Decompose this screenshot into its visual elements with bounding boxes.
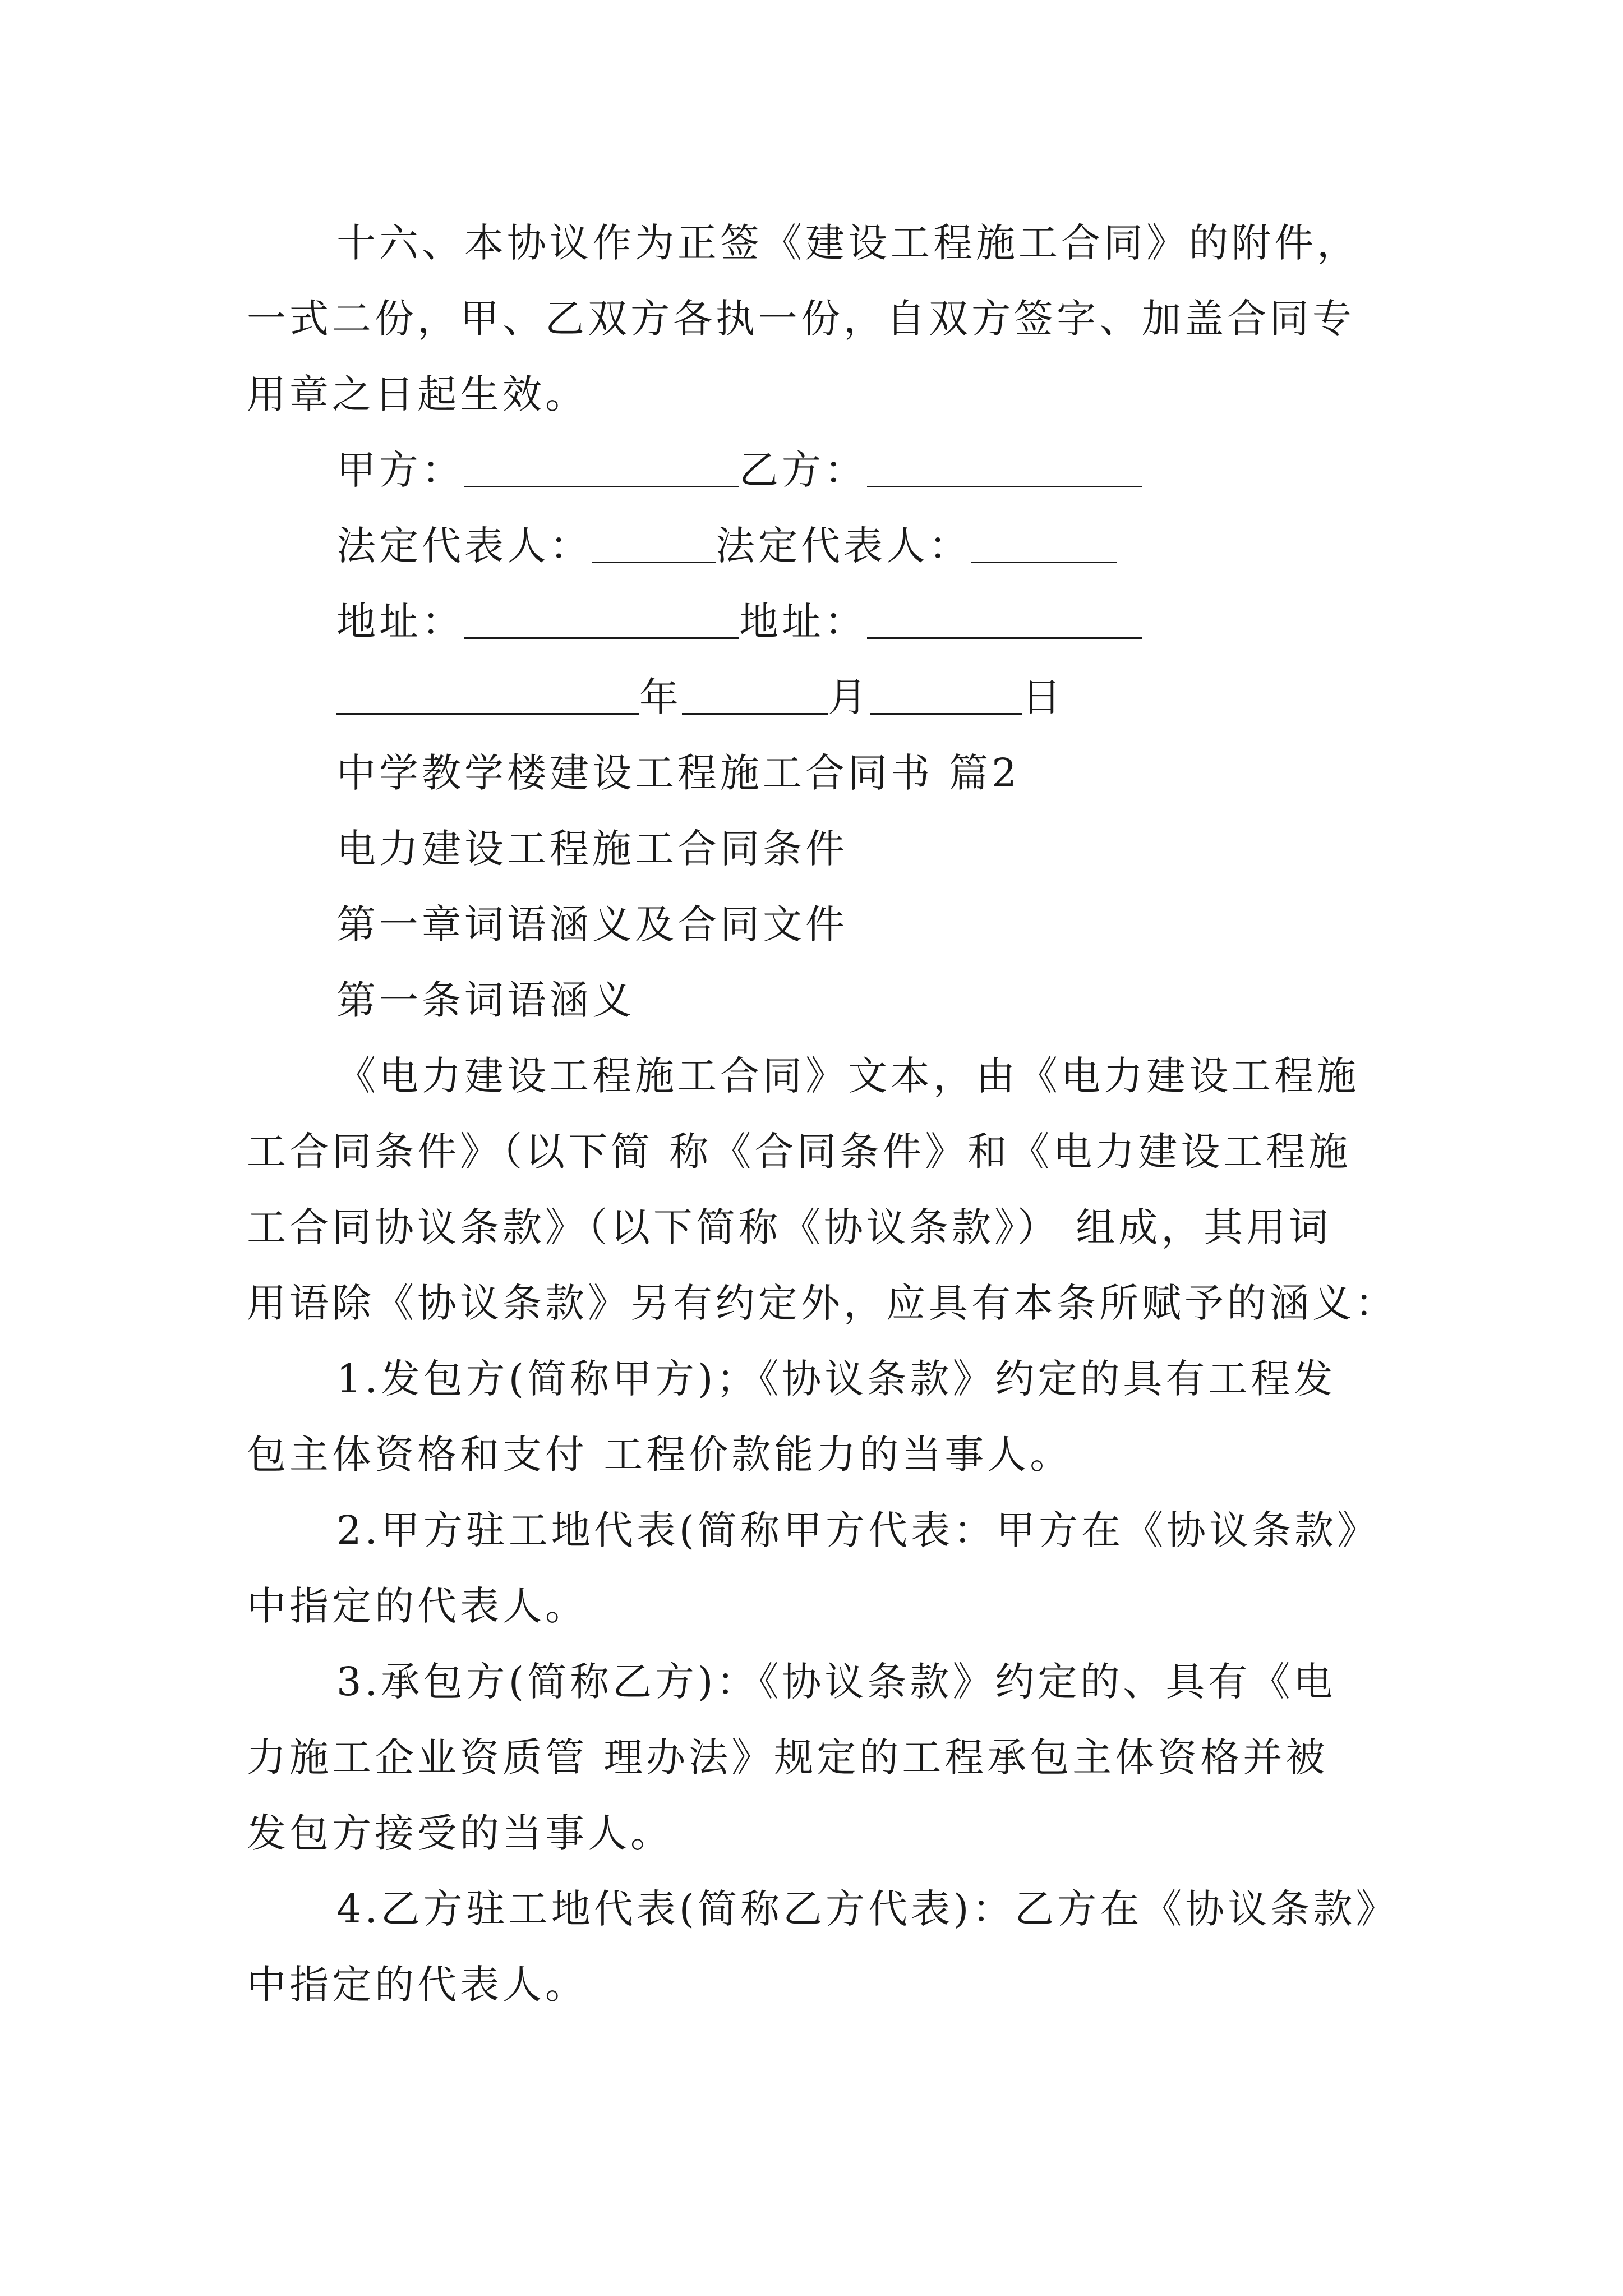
year-label: 年 [639,674,682,720]
section-2-title: 中学教学楼建设工程施工合同书 篇2 [336,750,1020,796]
section-2-subtitle: 电力建设工程施工合同条件 [336,826,848,872]
definition-1-line-2: 包主体资格和支付 工程价款能力的当事人。 [247,1432,1073,1478]
legal-rep-a-label: 法定代表人： [336,523,592,569]
paragraph-16-line-3: 用章之日起生效。 [247,371,588,417]
paragraph-16-line-1: 十六、本协议作为正签《建设工程施工合同》的附件， [336,220,1359,266]
definition-3-line-3: 发包方接受的当事人。 [247,1810,673,1856]
article-heading: 第一条词语涵义 [336,977,635,1023]
definition-4-line-2: 中指定的代表人。 [247,1962,588,2008]
definition-4-line-1: 4.乙方驻工地代表(简称乙方代表)：乙方在《协议条款》 [336,1886,1399,1932]
party-a-blank [464,451,739,487]
intro-line-2: 工合同条件》（以下简 称《合同条件》和《电力建设工程施 [247,1129,1352,1175]
signature-row-address [336,596,1142,647]
intro-line-4: 用语除《协议条款》另有约定外，应具有本条所赋予的涵义： [247,1280,1398,1326]
definition-3-line-1: 3.承包方(简称乙方)：《协议条款》约定的、具有《电 [336,1659,1336,1705]
party-b-blank [867,451,1142,487]
paragraph-16-line-2: 一式二份，甲、乙双方各执一份，自双方签字、加盖合同专 [247,296,1355,342]
signature-row-date [336,672,1064,723]
definition-3-line-2: 力施工企业资质管 理办法》规定的工程承包主体资格并被 [247,1734,1329,1780]
legal-rep-b-label: 法定代表人： [716,523,971,569]
intro-line-1: 《电力建设工程施工合同》文本，由《电力建设工程施 [336,1053,1359,1099]
chapter-heading: 第一章词语涵义及合同文件 [336,901,848,947]
month-blank [682,678,828,715]
year-blank [336,678,639,715]
month-label: 月 [828,674,870,720]
intro-line-3: 工合同协议条款》（以下简称《协议条款》） 组成，其用词 [247,1204,1332,1250]
address-a-blank [464,602,739,639]
address-b-blank [867,602,1142,639]
definition-2-line-1: 2.甲方驻工地代表(简称甲方代表：甲方在《协议条款》 [336,1507,1380,1553]
signature-row-party [336,445,1142,495]
day-label: 日 [1022,674,1064,720]
legal-rep-b-blank [971,527,1117,563]
signature-row-legal-rep [336,521,1117,571]
definition-1-line-1: 1.发包方(简称甲方)；《协议条款》约定的具有工程发 [336,1356,1336,1402]
definition-2-line-2: 中指定的代表人。 [247,1583,588,1629]
party-a-label: 甲方： [336,447,464,493]
legal-rep-a-blank [592,527,716,563]
party-b-label: 乙方： [739,447,867,493]
day-blank [870,678,1022,715]
address-a-label: 地址： [336,599,464,645]
address-b-label: 地址： [739,599,867,645]
